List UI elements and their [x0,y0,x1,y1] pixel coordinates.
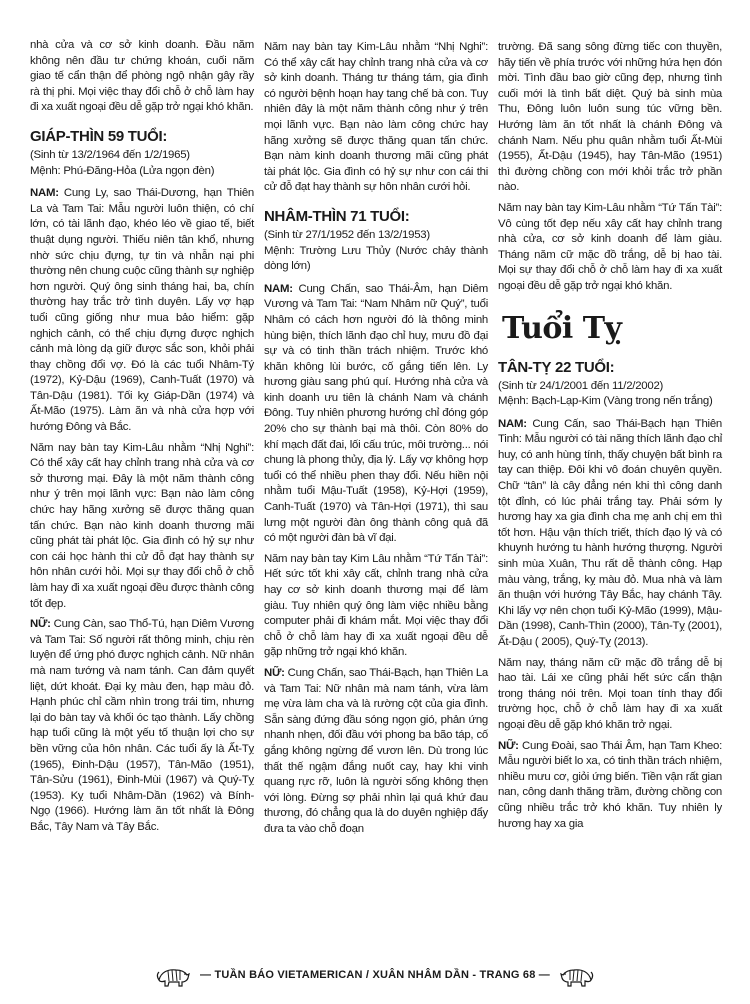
nu-label: NỮ: [498,739,519,752]
column-left [30,38,254,841]
kimlau-paragraph: Năm nay bàn tay Kim-Lâu nhằm “Nhị Nghi”: Có thể xây cất hay chỉnh trang nhà cửa và cơ sở thương mại. Đây là một năm thành công như ý trên mọi lãnh vực: Bạn nào làm công chức hay hãng xưởng sẽ được thăng quan tấn chức. Bạn nào kinh doanh thương mãi cũng phát tài phát lộc. Gia đình có hỷ sự như con cái học hành thi cử đỗ đạt hay thành sự hôn nhân cưới hỏi. Mọi sự thay đổi chỗ ở chỗ làm hay đi xa xuất ngoại đều được thành công tốt đẹp. [30,441,254,610]
nam-paragraph [498,417,722,651]
column-middle [264,40,488,843]
nu-paragraph [498,739,722,833]
section-title-tan-ty: TÂN-TỴ 22 TUỔI: [498,358,615,376]
kimlau-paragraph: Năm nay, tháng năm cữ mặc đồ trắng dễ bị hao tài. Lái xe cũng phải hết sức cẩn thận trong tháng nói trên. Mọi toan tính thay đổi trường học, chỗ ở chỗ làm hay đi xa xuất ngoại đều dễ gặp khó khăn trở ngại. [498,656,722,731]
nu-paragraph [30,617,254,835]
nam-text: Cung Chấn, sao Thái-Âm, hạn Diêm Vương và Tam Tai: “Nam Nhâm nữ Quý”, tuổi Nhâm có cách hơn người đó là thông minh hùng biện, thích lãnh đạo chỉ huy, mưu đồ đại sự và có tinh thần trách nhiệm. Trước khó khăn không lùi bước, cố gắng tiến lên. Ly hương giàu sang phú quí. Hướng nhà cửa và kinh doanh ưu tiên là chánh Nam và chánh Đông. Tuy nhiên phương hướng chỉ đóng góp 20% cho sự thành bại mà thôi. Còn 80% do khí mạch đất đai, lối cấu trúc, môi trường... nói chung là phong thủy, địa lý. Lấy vợ không hợp tuổi có thể nhiều phen thay đổi. Nếu hiền nội nhằm tuổi Mậu-Tuất (1958), Kỷ-Hợi (1959), Canh-Tuất (1970) và Tân-Hợi (1971), thì sau lưng một người đàn ông thành công quả đã có một người đàn bà vĩ đại. [264,282,488,545]
tiger-icon [156,962,190,988]
section-title-giap-thin: GIÁP-THÌN 59 TUỔI: [30,127,168,145]
birth-range: (Sinh từ 27/1/1952 đến 13/2/1953) [264,228,430,241]
page-footer [0,958,750,992]
nam-paragraph [264,282,488,547]
birth-range: (Sinh từ 13/2/1964 đến 1/2/1965) [30,148,190,161]
nu-text: Cung Chấn, sao Thái-Bạch, hạn Thiên La và Tam Tai: Nữ nhân mà nam tánh, vừa làm mẹ vừa làm cha và là rường cột của gia đình. Sẵn sàng đứng đầu sóng ngọn gió, phản ứng nhanh nhẹn, đối đầu với phong ba bão táp, cố gắng không ngừng để vươn lên. Dù trong lúc thất thế ngậm đắng nuốt cay, hay khi vinh quang rực rỡ, luôn là người sống không thẹn với lòng. Đừng sợ phải nhìn lại quá khứ đau thương, đó chẳng qua là do duyên nghiệp đẩy đưa ta vào chỗ đoạn [264,666,488,835]
nu-label: NỮ: [264,666,285,679]
big-title-tuoi-ty: Tuổi Tỵ [502,310,622,346]
nam-text: Cung Cấn, sao Thái-Bạch hạn Thiên Tinh: Mẫu người có tài năng thích lãnh đạo chỉ huy, có anh hùng tính, thấy chuyện bất bình ra tay can thiệp. Đôi khi vô đoán chuyên quyền. Chữ “tân” là cây đẳng nén khi thì công danh tột đỉnh, có lúc phải trắng tay. Phải sớm ly hương hay xa gia đình cha mẹ anh chị em thì tốt hơn. Hậu vận thích triết, thích đạo lý và có khuynh hướng tu hành hướng thượng. Người sinh mùa Xuân, Thu rất dễ thành công. Hạp màu vàng, trắng, kỵ màu đỏ. Mua nhà và làm ăn thuận với hướng Tây Bắc, hay chánh Tây. Khi lấy vợ nên chọn tuổi Kỷ-Mão (1999), Mậu-Dần (1998), Canh-Thìn (2000), Tân-Tỵ (2001), Ất-Dậu ( 2005), Quý-Tỵ (2013). [498,417,722,648]
nam-text: Cung Ly, sao Thái-Dương, hạn Thiên La và Tam Tai: Mẫu người luôn thiện, có chí lớn, có tài lãnh đạo, khéo léo về giao tế, biết thuật dụng người. Thiếu niên tân khổ, nhưng nhờ sức chịu đựng, tự tin và nhẫn nại phi thường nên chung cuộc cũng thành sự nghiệp hơn người. Quý ông sinh tháng hai, ba, chín thường hay trắc trở tình duyên. Lấy vợ hạp tuổi cũng giống như mua bảo hiểm: gặp nghịch cảnh, có thể chịu đựng được nghịch cảnh mà lòng dạ giữ được sắc son, khỏi phải thay chồng đổi vợ. Đó là các tuổi Nhâm-Tý (1972), Kỷ-Dậu (1969), Canh-Tuất (1970) và Tân-Dậu (1981). Tối kỵ Giáp-Dần (1974) và Ất-Mão (1975). Làm ăn và nhà cửa hợp với hướng Đông và Bắc. [30,187,254,434]
nu-text: Cung Càn, sao Thổ-Tú, hạn Diêm Vương và Tam Tai: Số người rất thông minh, chịu rèn luyện để ứng phó được nghịch cảnh. Nữ nhân mà nam tướng và nam tánh. Can đảm quyết liệt, dứt khoát. Đại kỵ màu đen, hạp màu đỏ. Hạnh phúc chỉ cầm nhìn trong trái tim, nhưng lại do bàn tay và khối óc tạo thành. Lấy chồng hạp tuổi cũng là một yếu tố thuận lợi cho sự bền vững của hôn nhân. Các tuổi ấy là Ất-Tỵ (1965), Đinh-Dậu (1957), Tân-Mão (1951), Tân-Sửu (1961), Đinh-Mùi (1967) và Quý-Tỵ (1953). Kỵ tuổi Nhâm-Dần (1962) và Bính-Ngọ (1966). Hướng làm ăn tốt nhất là Đông Bắc, Tây Nam và Tây Bắc. [30,618,254,833]
footer-text: — TUẦN BÁO VIETAMERICAN / XUÂN NHÂM DẦN - TRANG 68 — [200,969,550,981]
menh-line: Mệnh: Trường Lưu Thủy (Nước chảy thành dòng lớn) [264,244,488,273]
kimlau-paragraph: Năm nay bàn tay Kim-Lâu nhằm “Tứ Tấn Tài”: Vô cùng tốt đẹp nếu xây cất hay chỉnh trang nhà cửa, cơ sở kinh doanh để làm giàu. Tháng năm cữ mặc đồ trắng, dễ bị hao tài. Mọi sự thay đổi chỗ ở chỗ làm hay đi xa xuất ngoại đều dễ gặp trở ngại khó khăn. [498,201,722,292]
nam-paragraph [30,186,254,436]
nu-paragraph [264,666,488,838]
nam-label: NAM: [498,417,527,430]
column-right [498,40,722,837]
birth-range: (Sinh từ 24/1/2001 đến 11/2/2002) [498,379,664,392]
section-title-nham-thin: NHÂM-THÌN 71 TUỔI: [264,207,410,225]
menh-line: Mệnh: Phú-Đăng-Hỏa (Lửa ngọn đèn) [30,164,215,177]
nam-label: NAM: [30,187,59,200]
kimlau-top-paragraph: Năm nay bàn tay Kim-Lâu nhằm “Nhị Nghi”: Có thể xây cất hay chỉnh trang nhà cửa và cơ sở kinh doanh. Tháng tư tháng tám, gia đình có người bệnh hoạn hay tang chế bà con. Tuy nhiên đây là một năm thành công như ý trên mọi lãnh vực. Bạn nào làm công chức hay hãng xưởng sẽ được thăng quan tấn chức. Bạn nàm kinh doanh thương mãi cũng phát tài phát lộc. Gia đình có hỷ sự như con cái thi cử đỗ đạt hay thành sự hôn nhân cưới hỏi. [264,41,488,194]
nam-label: NAM: [264,282,293,295]
menh-line: Mệnh: Bạch-Lạp-Kim (Vàng trong nến trắng) [498,395,713,408]
continued-paragraph: trường. Đã sang sông đừng tiếc con thuyền, hãy tiến về phía trước với những hứa hẹn đón mời. Tình đầu bao giờ cũng đẹp, nhưng tình cuối mới là tình bất diệt. Quý bà sinh mùa Thu, Đông luôn luôn sung túc vững bền. Hướng làm ăn tốt nhất là chánh Đông và chánh Nam. Nếu phu quân nhằm tuổi Ất-Mùi (1955), Ất-Dậu (1945), hay Tân-Mão (1951) thì đường chồng con mới khỏi trắc trở phần nào. [498,41,722,194]
intro-paragraph: nhà cửa và cơ sở kinh doanh. Đầu năm không nên đầu tư chứng khoán, cuối năm giao tế cẩn thận để phòng ngộ nhận gây rầy rà thị phi. Mọi việc thay đổi chỗ ở chỗ làm hay đi xa xuất ngoại đều dễ gặp trở ngại khó khăn. [30,39,254,114]
kimlau-paragraph: Năm nay bàn tay Kim Lâu nhằm “Tứ Tấn Tài”: Hết sức tốt khi xây cất, chỉnh trang nhà cửa hay cơ sở kinh doanh thương mại để làm giàu. Tuy nhiên quý ông làm việc nhiều bằng computer phải đi khám mắt. Mọi việc thay đổi chỗ ở chỗ làm hay đi xa xuất ngoại đều dễ gặp những trở ngại khó khăn. [264,552,488,659]
nu-label: NỮ: [30,618,51,631]
tiger-icon [560,962,594,988]
nu-text: Cung Đoài, sao Thái Âm, hạn Tam Kheo: Mẫu người biết lo xa, có tinh thần trách nhiệm, nhiều mưu cơ, giỏi ứng biến. Tiền vận rất gian nan, công danh thăng trầm, đường chồng con cũng nhiều trắc trở khó khăn. Tuy nhiên ly hương hay xa gia [498,739,722,830]
